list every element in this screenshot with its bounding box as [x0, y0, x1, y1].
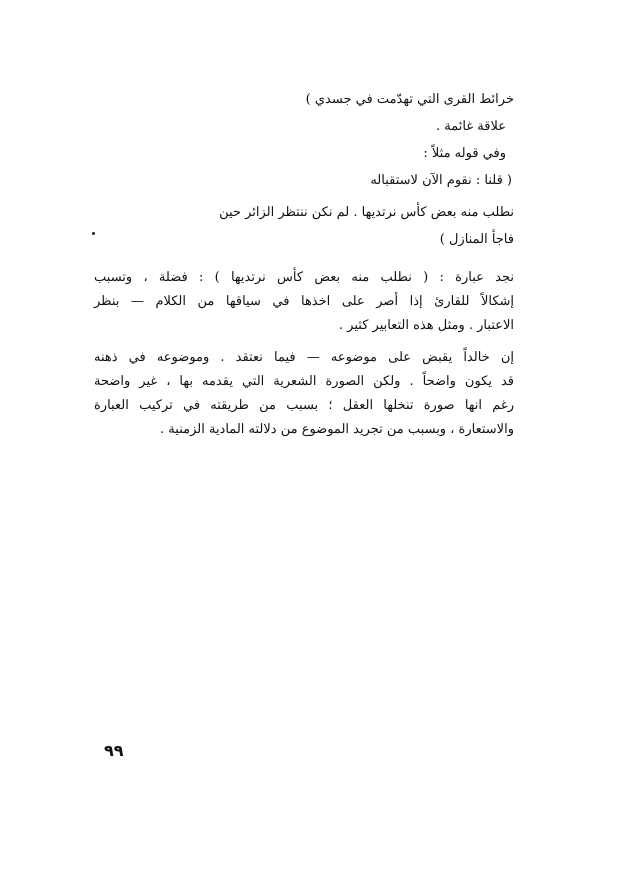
- stray-ink-dot: [92, 232, 95, 235]
- page-body-text: [94, 88, 514, 442]
- paragraph-2-line-2: قد يكون واضحاً . ولكن الصورة الشعرية التي يقدمه بها ، غير واضحة: [94, 374, 514, 389]
- poem-line-3: وفي قوله مثلاً :: [423, 146, 506, 161]
- paragraph-1-line-2: إشكالاً للقارئ إذا أصر على اخذها في سياقها من الكلام — بنظر: [94, 294, 514, 309]
- paragraph-2-line-1: إن خالداً يقبض على موضوعه — فيما نعتقد . وموضوعه في ذهنه: [94, 350, 514, 365]
- paragraph-2-line-3: رغم انها صورة تنخلها العقل ؛ بسبب من طريقته في تركيب العبارة: [94, 398, 514, 413]
- paragraph-1-line-1: نجد عبارة : ( نطلب منه بعض كأس نرتديها ) : فضلة ، وتسبب: [94, 270, 514, 285]
- poem-line-5: نطلب منه بعض كأس نرتديها . لم نكن ننتظر الزائر حين: [219, 205, 514, 220]
- poem-line-6: فاجأ المنازل ): [439, 232, 514, 247]
- paragraph-1-line-3: الاعتبار . ومثل هذه التعابير كثير .: [338, 318, 514, 333]
- page-number: ٩٩: [104, 741, 124, 760]
- poem-line-1: خرائط القرى التي تهدّمت في جسدي ): [305, 92, 514, 107]
- poem-line-4: ( قلنا : نقوم الآن لاستقباله: [370, 173, 512, 188]
- paragraph-2-line-4: والاستعارة ، وبسبب من تجريد الموضوع من دلالته المادية الزمنية .: [160, 422, 514, 437]
- poem-line-2: علاقة غائمة .: [436, 119, 506, 134]
